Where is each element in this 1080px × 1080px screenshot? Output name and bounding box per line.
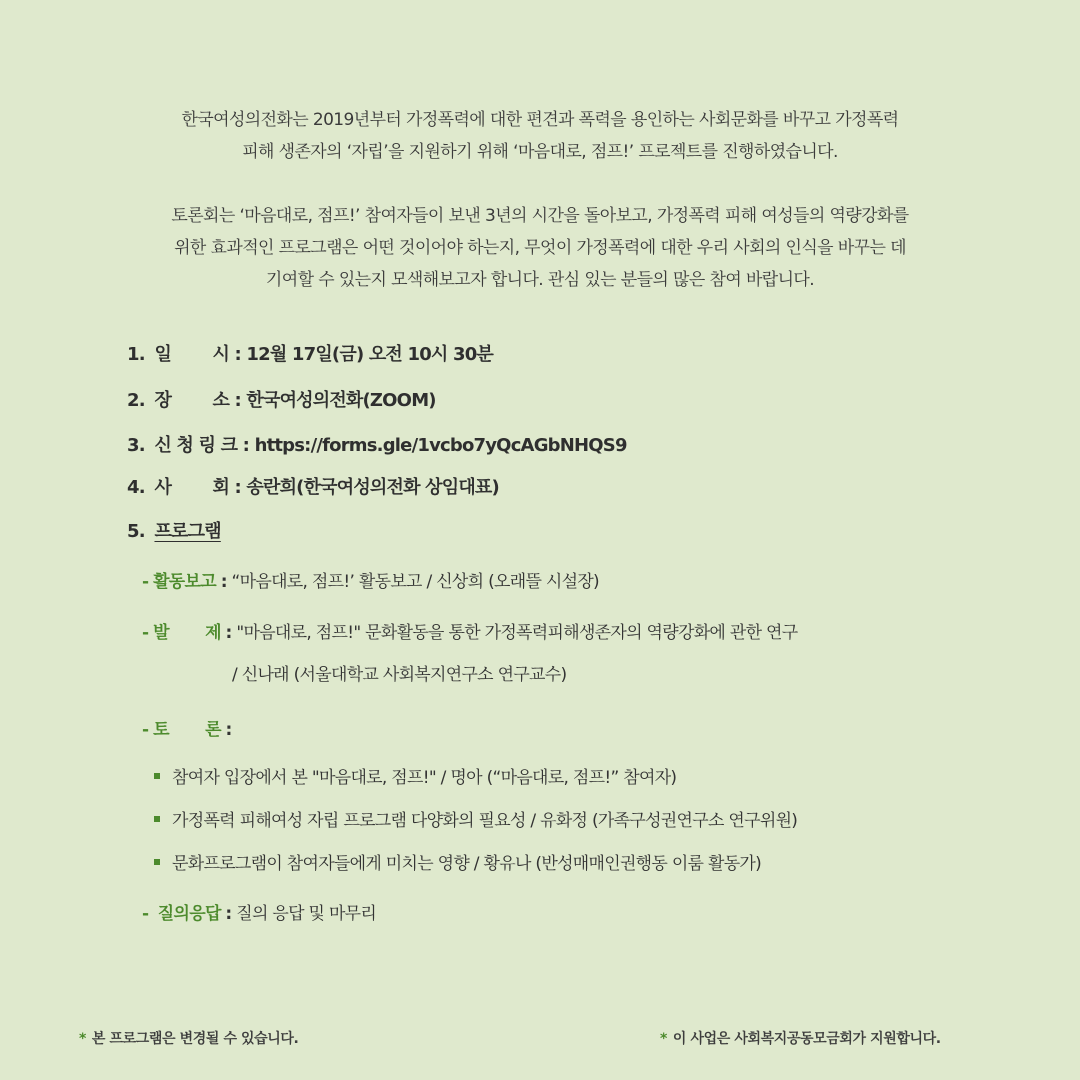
asterisk: * [79, 1031, 86, 1047]
program-item-label: 활동보고 [153, 572, 216, 592]
intro-line: 기여할 수 있는지 모색해보고자 합니다. 관심 있는 분들의 많은 참여 바랍니다. [265, 270, 815, 290]
square-bullet-icon [154, 859, 160, 865]
program-item-label: 토 [153, 720, 169, 740]
registration-link[interactable]: https://forms.gle/1vcbo7yQcAGbNHQS9 [254, 435, 627, 456]
intro-line: 위한 효과적인 프로그램은 어떤 것이어야 하는지, 무엇이 가정폭력에 대한 우리 사회의 인식을 바꾸는 데 [174, 238, 906, 258]
footer-note-right [660, 1028, 941, 1048]
program-item-label: 제 [205, 623, 221, 643]
program-item-label: 발 [153, 623, 169, 643]
detail-register [127, 431, 627, 457]
asterisk: * [660, 1031, 667, 1047]
discussant-item [154, 806, 797, 831]
footer-text: 이 사업은 사회복지공동모금회가 지원합니다. [672, 1031, 941, 1047]
item-number: 1. [127, 344, 145, 365]
detail-label: 장 [154, 390, 172, 411]
presenter [232, 660, 566, 685]
intro-line: 피해 생존자의 ‘자립’을 지원하기 위해 ‘마음대로, 점프!’ 프로젝트를 진행하였습니다. [242, 142, 838, 162]
detail-date [127, 340, 493, 366]
program-item-label: 론 [205, 720, 221, 740]
program-item-value: 질의 응답 및 마무리 [236, 904, 377, 924]
discussant-text: 참여자 입장에서 본 "마음대로, 점프!" / 명아 (“마음대로, 점프!” 참여자) [172, 768, 677, 788]
square-bullet-icon [154, 816, 160, 822]
colon: : [220, 572, 227, 592]
program-discussion [142, 715, 232, 740]
program-presentation [142, 618, 797, 643]
presenter-name: / 신나래 (서울대학교 사회복지연구소 연구교수) [232, 665, 567, 685]
discussant-item [154, 849, 761, 874]
detail-host [127, 473, 499, 499]
detail-label: 시 : [212, 344, 241, 365]
intro-line: 토론회는 ‘마음대로, 점프!’ 참여자들이 보낸 3년의 시간을 돌아보고, 가정폭력 피해 여성들의 역량강화를 [171, 206, 909, 226]
detail-program [127, 517, 221, 543]
detail-value: 한국여성의전화(ZOOM) [246, 390, 436, 411]
detail-value: 송란희(한국여성의전화 상임대표) [246, 477, 499, 498]
discussant-item [154, 763, 676, 788]
program-report [142, 567, 599, 592]
dash: - [142, 720, 149, 740]
dash: - [142, 904, 149, 924]
detail-label: 일 [154, 344, 172, 365]
intro-paragraph-1 [60, 104, 1020, 168]
item-number: 2. [127, 390, 145, 411]
program-qa [142, 899, 376, 924]
square-bullet-icon [154, 773, 160, 779]
detail-label: 회 : [212, 477, 241, 498]
intro-line: 한국여성의전화는 2019년부터 가정폭력에 대한 편견과 폭력을 용인하는 사회문화를 바꾸고 가정폭력 [181, 110, 899, 130]
footer-text: 본 프로그램은 변경될 수 있습니다. [91, 1031, 299, 1047]
program-item-label: 질의응답 [157, 904, 221, 924]
discussant-text: 문화프로그램이 참여자들에게 미치는 영향 / 황유나 (반성매매인권행동 이룸 활동가) [172, 854, 762, 874]
detail-label: 사 [154, 477, 172, 498]
detail-value: 12월 17일(금) 오전 10시 30분 [246, 344, 494, 365]
colon: : [225, 720, 232, 740]
item-number: 3. [127, 435, 145, 456]
item-number: 4. [127, 477, 145, 498]
colon: : [225, 623, 232, 643]
program-heading: 프로그램 [154, 521, 221, 542]
dash: - [142, 623, 149, 643]
program-item-value: "마음대로, 점프!" 문화활동을 통한 가정폭력피해생존자의 역량강화에 관한 연구 [236, 623, 798, 643]
discussant-text: 가정폭력 피해여성 자립 프로그램 다양화의 필요성 / 유화정 (가족구성권연구소 연구위원) [172, 811, 798, 831]
dash: - [142, 572, 149, 592]
colon: : [225, 904, 232, 924]
program-item-value: “마음대로, 점프!’ 활동보고 / 신상희 (오래뜰 시설장) [231, 572, 599, 592]
intro-paragraph-2 [60, 200, 1020, 296]
detail-label: 신 청 링 크 : [154, 435, 250, 456]
item-number: 5. [127, 521, 145, 542]
detail-place [127, 386, 436, 412]
detail-label: 소 : [212, 390, 241, 411]
footer-note-left [79, 1028, 298, 1048]
